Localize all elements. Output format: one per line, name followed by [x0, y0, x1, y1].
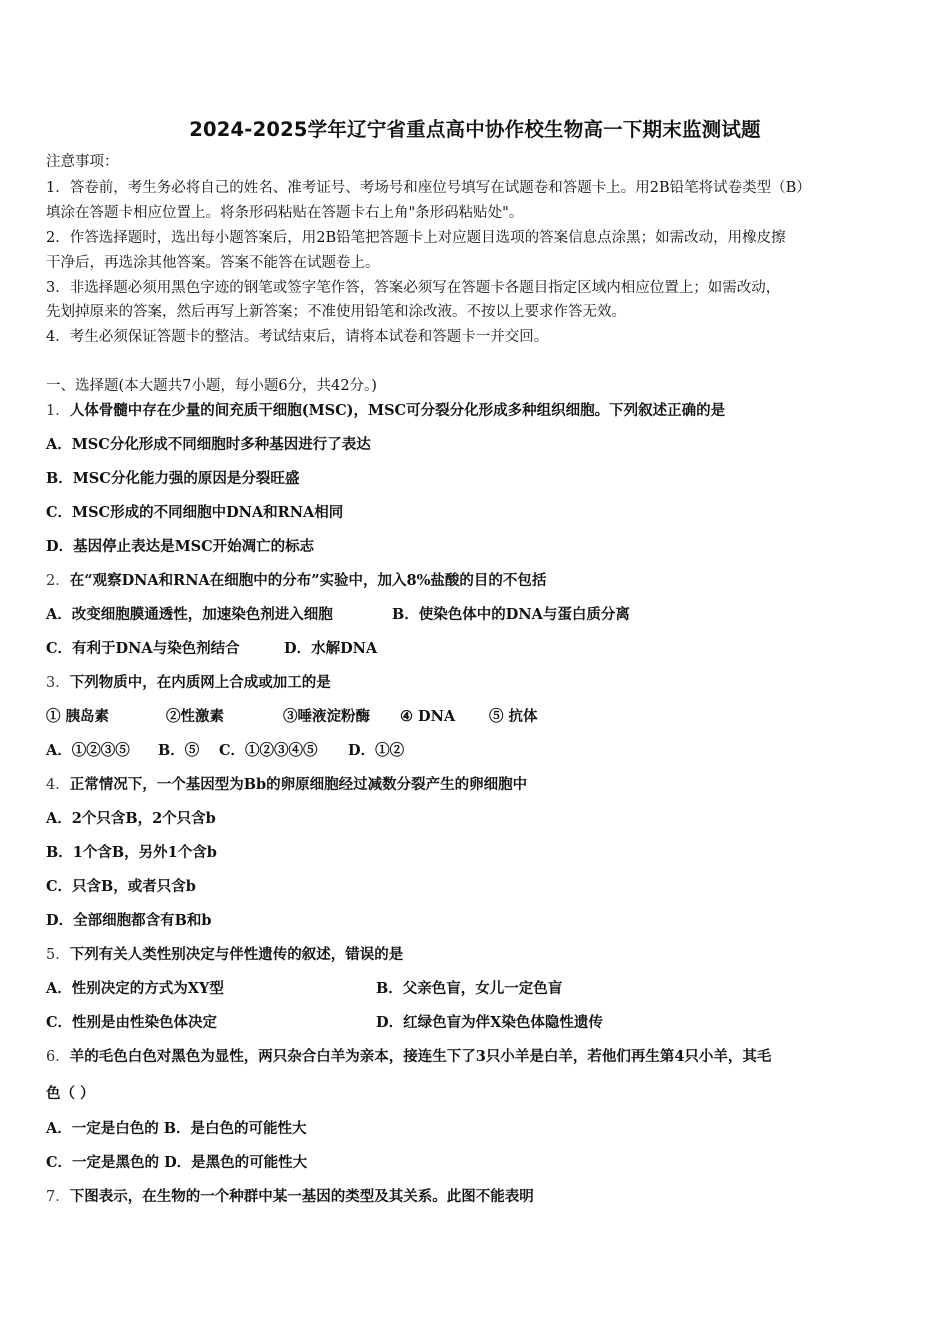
item-4: ④ DNA [400, 708, 456, 725]
question-number: 7． [46, 1189, 70, 1205]
option-c: C．只含B，或者只含b [46, 878, 196, 895]
notice-line: 4．考生必须保证答题卡的整洁。考试结束后，请将本试卷和答题卡一并交回。 [46, 329, 549, 345]
option-b: B．MSC分化能力强的原因是分裂旺盛 [46, 470, 300, 487]
item-1: ① 胰岛素 [46, 708, 110, 725]
option-b: B．⑤ [158, 742, 200, 759]
notice-line: 1．答卷前，考生务必将自己的姓名、准考证号、考场号和座位号填写在试题卷和答题卡上。用2B铅笔将试卷类型（B） [46, 180, 811, 196]
question-number: 3． [46, 675, 70, 691]
question-number: 4． [46, 777, 70, 793]
option-d: D．水解DNA [284, 640, 378, 657]
option-a: A．①②③⑤ [46, 742, 130, 759]
item-3: ③唾液淀粉酶 [283, 708, 370, 725]
page-title: 2024-2025学年辽宁省重点高中协作校生物高一下期末监测试题 [189, 118, 761, 141]
notice-line: 干净后，再选涂其他答案。答案不能答在试题卷上。 [46, 255, 380, 271]
option-a: A．MSC分化形成不同细胞时多种基因进行了表达 [46, 436, 371, 453]
option-d: D．全部细胞都含有B和b [46, 912, 212, 929]
option-a: A．性别决定的方式为XY型 [46, 980, 224, 997]
option-b: B．1个含B，另外1个含b [46, 844, 217, 861]
question-7 [46, 1187, 534, 1207]
notice-line: 填涂在答题卡相应位置上。将条形码粘贴在答题卡右上角"条形码粘贴处"。 [46, 205, 524, 221]
option-c: C．有利于DNA与染色剂结合 [46, 640, 240, 657]
option-cd: C．一定是黑色的 D．是黑色的可能性大 [46, 1154, 308, 1171]
item-2: ②性激素 [166, 708, 224, 725]
question-number: 2． [46, 573, 70, 589]
notice-line: 3．非选择题必须用黑色字迹的钢笔或签字笔作答，答案必须写在答题卡各题目指定区域内相应位置上；如需改动， [46, 280, 781, 296]
question-number: 1． [46, 403, 70, 419]
option-c: C．①②③④⑤ [219, 742, 318, 759]
question-2 [46, 571, 546, 591]
question-4 [46, 775, 527, 795]
item-5: ⑤ 抗体 [489, 708, 538, 725]
question-stem: 羊的毛色白色对黑色为显性，两只杂合白羊为亲本，接连生下了3只小羊是白羊，若他们再生第4只小羊，其毛 [69, 1048, 772, 1065]
question-number: 5． [46, 947, 70, 963]
question-stem: 下列物质中，在内质网上合成或加工的是 [69, 674, 331, 691]
option-b: B．父亲色盲，女儿一定色盲 [376, 980, 563, 997]
question-stem: 人体骨髓中存在少量的间充质干细胞(MSC)，MSC可分裂分化形成多种组织细胞。下列叙述正确的是 [69, 402, 726, 419]
section-heading: 一、选择题(本大题共7小题，每小题6分，共42分。) [46, 378, 377, 394]
question-5 [46, 945, 403, 965]
question-number: 6． [46, 1049, 70, 1065]
notice-heading: 注意事项： [46, 154, 119, 170]
notice-line: 2．作答选择题时，选出每小题答案后，用2B铅笔把答题卡上对应题目选项的答案信息点涂黑；如需改动，用橡皮擦 [46, 230, 786, 246]
option-c: C．MSC形成的不同细胞中DNA和RNA相同 [46, 504, 344, 521]
notice-line: 先划掉原来的答案，然后再写上新答案；不准使用铅笔和涂改液。不按以上要求作答无效。 [46, 304, 626, 320]
question-3 [46, 673, 331, 693]
option-d: D．基因停止表达是MSC开始凋亡的标志 [46, 538, 315, 555]
question-1 [46, 401, 725, 421]
option-c: C．性别是由性染色体决定 [46, 1014, 218, 1031]
option-ab: A．一定是白色的 B．是白色的可能性大 [46, 1120, 307, 1137]
question-stem: 正常情况下，一个基因型为Bb的卵原细胞经过减数分裂产生的卵细胞中 [69, 776, 528, 793]
question-stem: 在“观察DNA和RNA在细胞中的分布”实验中，加入8%盐酸的目的不包括 [69, 572, 547, 589]
option-a: A．改变细胞膜通透性，加速染色剂进入细胞 [46, 606, 333, 623]
option-d: D．①② [348, 742, 405, 759]
question-stem: 下图表示，在生物的一个种群中某一基因的类型及其关系。此图不能表明 [69, 1188, 534, 1205]
question-stem: 下列有关人类性别决定与伴性遗传的叙述，错误的是 [69, 946, 404, 963]
question-stem-continued: 色（ ） [46, 1085, 95, 1102]
option-a: A．2个只含B，2个只含b [46, 810, 216, 827]
option-b: B．使染色体中的DNA与蛋白质分离 [392, 606, 630, 623]
option-d: D．红绿色盲为伴X染色体隐性遗传 [376, 1014, 603, 1031]
question-6 [46, 1047, 771, 1067]
